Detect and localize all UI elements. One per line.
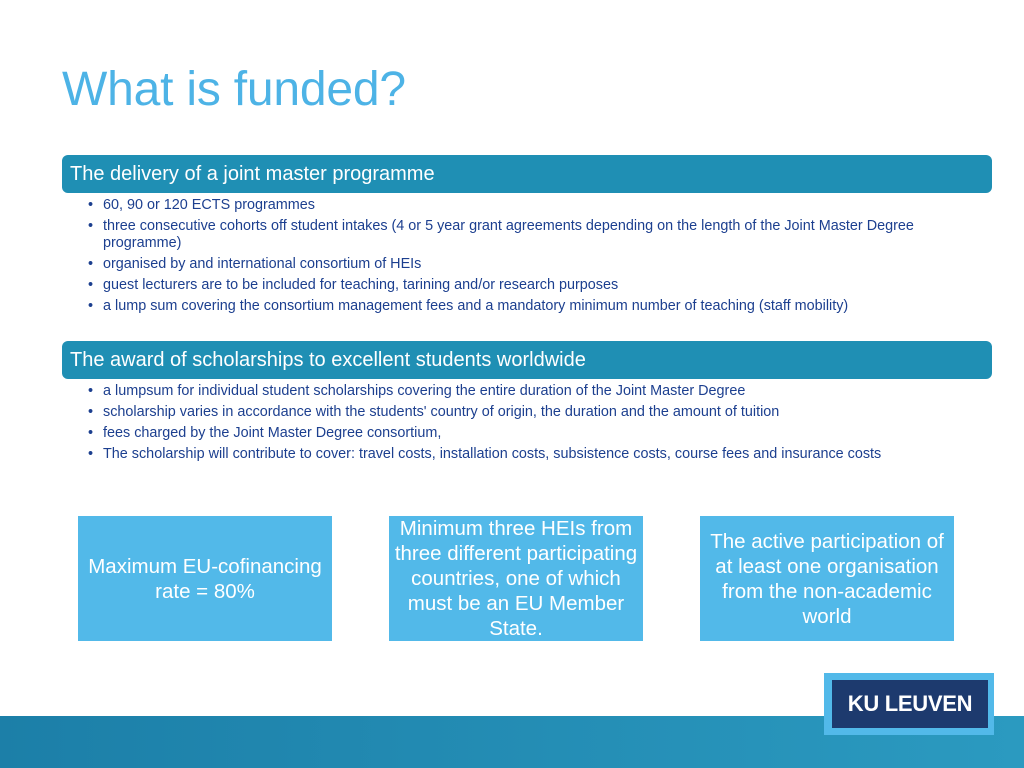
list-item: • three consecutive cohorts off student intakes (4 or 5 year grant agreements depending on the length of the Joint Master Degree programme)	[88, 218, 968, 252]
ku-leuven-logo	[824, 673, 994, 735]
section-header-label: The award of scholarships to excellent students worldwide	[70, 349, 586, 371]
list-item: • organised by and international consortium of HEIs	[88, 256, 968, 273]
list-item: • 60, 90 or 120 ECTS programmes	[88, 197, 968, 214]
list-item: • The scholarship will contribute to cover: travel costs, installation costs, subsistence costs, course fees and insurance costs	[88, 446, 968, 463]
non-academic-participation-box	[700, 516, 954, 641]
box-text: Minimum three HEIs from three different participating countries, one of which must be an EU Member State.	[394, 517, 638, 640]
list-item: • fees charged by the Joint Master Degree consortium,	[88, 425, 968, 442]
cofinancing-rate-box	[78, 516, 332, 641]
box-text: Maximum EU-cofinancing rate = 80%	[88, 554, 322, 603]
scholarships-bullet-list	[88, 383, 968, 467]
box-text: The active participation of at least one organisation from the non-academic world	[710, 529, 944, 628]
list-item: • a lump sum covering the consortium management fees and a mandatory minimum number of teaching (staff mobility)	[88, 298, 968, 315]
section-header-delivery	[62, 155, 992, 193]
section-header-label: The delivery of a joint master programme	[70, 163, 435, 185]
minimum-heis-box	[389, 516, 643, 641]
list-item: • guest lecturers are to be included for teaching, tarining and/or research purposes	[88, 277, 968, 294]
slide-title: What is funded?	[62, 63, 406, 116]
list-item: • scholarship varies in accordance with the students' country of origin, the duration and the amount of tuition	[88, 404, 968, 421]
logo-wordmark: KU LEUVEN	[832, 680, 988, 728]
list-item: • a lumpsum for individual student scholarships covering the entire duration of the Joint Master Degree	[88, 383, 968, 400]
section-header-scholarships	[62, 341, 992, 379]
delivery-bullet-list	[88, 197, 968, 319]
